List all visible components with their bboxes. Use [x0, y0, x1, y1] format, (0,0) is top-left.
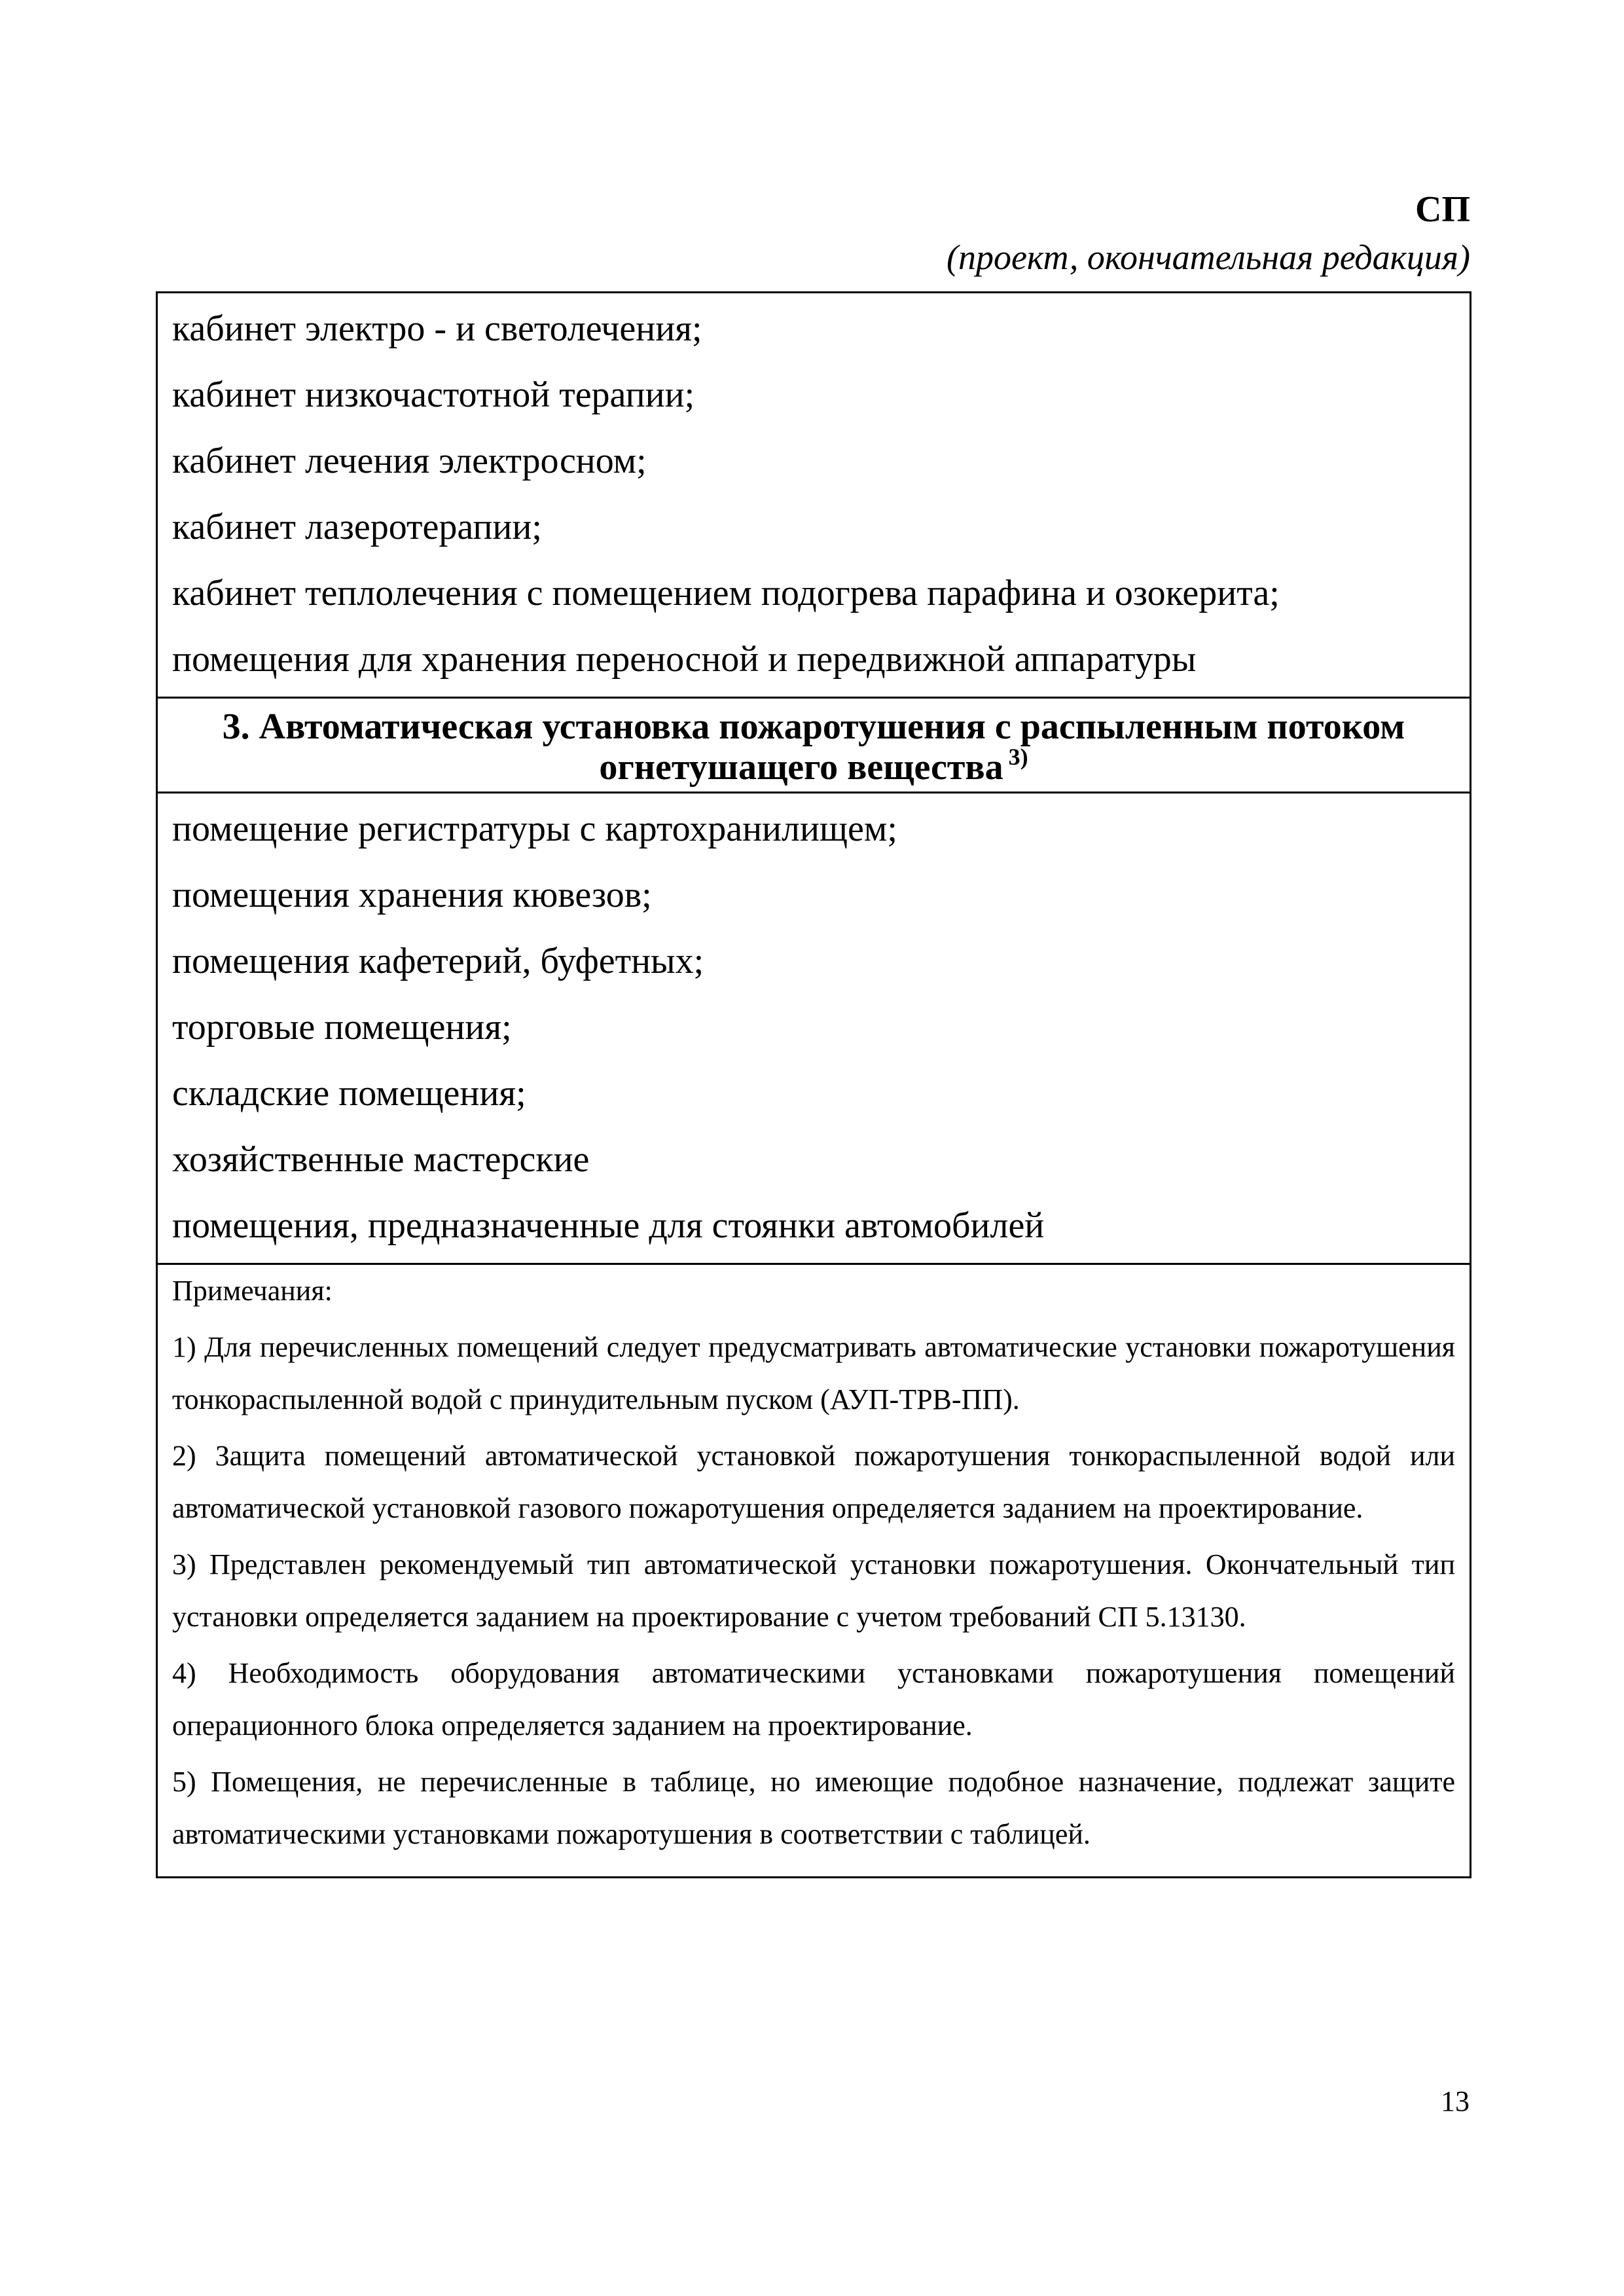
- list-item: кабинет лазеротерапии;: [172, 507, 542, 547]
- section-list-cell: [157, 793, 1471, 1264]
- section-title-text: огнетушащего вещества: [599, 747, 1003, 788]
- note-item: 4) Необходимость оборудования автоматическими установками пожаротушения помещений операционного блока определяется заданием на проектирование.: [172, 1657, 1455, 1741]
- note-item: 2) Защита помещений автоматической установкой пожаротушения тонкораспыленной водой или автоматической установкой газового пожаротушения определяется заданием на проектирование.: [172, 1440, 1455, 1524]
- list-item: помещение регистратуры с картохранилищем;: [172, 809, 897, 849]
- table-row-top-list: [157, 293, 1471, 698]
- list-item: кабинет лечения электросном;: [172, 441, 647, 481]
- list-item: помещения для хранения переносной и передвижной аппаратуры: [172, 639, 1197, 680]
- list-item: помещения, предназначенные для стоянки автомобилей: [172, 1205, 1045, 1246]
- document-code: СП: [1415, 189, 1470, 230]
- note-item: 3) Представлен рекомендуемый тип автоматической установки пожаротушения. Окончательный тип установки определяется заданием на проектирование с учетом требований СП 5.13130.: [172, 1548, 1455, 1633]
- list-item: помещения кафетерий, буфетных;: [172, 941, 704, 981]
- list-item: складские помещения;: [172, 1073, 526, 1114]
- document-status-subtitle: (проект, окончательная редакция): [946, 238, 1470, 277]
- list-item: хозяйственные мастерские: [172, 1139, 590, 1180]
- list-item: кабинет электро - и светолечения;: [172, 308, 702, 349]
- section-heading-cell: [157, 698, 1471, 793]
- notes-title: Примечания:: [172, 1275, 333, 1307]
- list-item: торговые помещения;: [172, 1007, 512, 1048]
- note-item: 1) Для перечисленных помещений следует предусматривать автоматические установки пожаротушения тонкораспыленной водой с принудительным пуском (АУП-ТРВ-ПП).: [172, 1331, 1455, 1415]
- table-row-section-list: [157, 793, 1471, 1264]
- list-item: помещения хранения кювезов;: [172, 875, 652, 915]
- list-item: кабинет низкочастотной терапии;: [172, 374, 695, 415]
- section-title-line-1: 3. Автоматическая установка пожаротушения с распыленным потоком: [222, 706, 1405, 747]
- room-protection-table: [156, 291, 1471, 1878]
- page-number: 13: [1441, 2085, 1470, 2117]
- table-row-notes: [157, 1264, 1471, 1878]
- top-list-cell: [157, 293, 1471, 698]
- notes-cell: [157, 1264, 1471, 1878]
- section-title-line-2: [172, 744, 1455, 788]
- list-item: кабинет теплолечения с помещением подогрева парафина и озокерита;: [172, 573, 1280, 613]
- footnote-reference: 3): [1008, 744, 1028, 770]
- table-row-section-heading: [157, 698, 1471, 793]
- note-item: 5) Помещения, не перечисленные в таблице, но имеющие подобное назначение, подлежат защите автоматическими установками пожаротушения в соответствии с таблицей.: [172, 1766, 1455, 1850]
